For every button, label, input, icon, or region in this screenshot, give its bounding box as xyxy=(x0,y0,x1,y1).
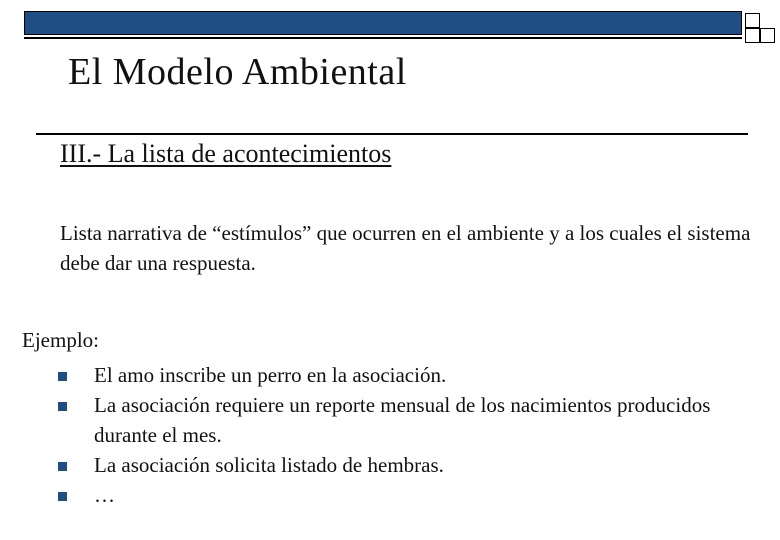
list-item xyxy=(58,390,758,450)
list-item xyxy=(58,480,758,510)
list-item-text: El amo inscribe un perro en la asociación. xyxy=(94,363,447,387)
square-bullet-icon xyxy=(58,402,67,411)
list-item-text: La asociación solicita listado de hembras. xyxy=(94,453,444,477)
square-bullet-icon xyxy=(58,492,67,501)
list-item-text: La asociación requiere un reporte mensual de los nacimientos producidos durante el mes. xyxy=(94,393,711,447)
decorative-square xyxy=(745,13,760,28)
square-bullet-icon xyxy=(58,462,67,471)
example-list xyxy=(58,360,758,510)
decorative-square xyxy=(760,28,775,43)
list-item-text: … xyxy=(94,483,115,507)
title-divider xyxy=(36,133,748,135)
slide-title: El Modelo Ambiental xyxy=(68,51,407,93)
intro-paragraph: Lista narrativa de “estímulos” que ocurren en el ambiente y a los cuales el sistema debe dar una respuesta. xyxy=(60,221,751,275)
slide-subtitle: III.- La lista de acontecimientos xyxy=(60,139,392,168)
decorative-square xyxy=(745,28,760,43)
square-bullet-icon xyxy=(58,372,67,381)
header-rule xyxy=(24,37,742,39)
example-label: Ejemplo: xyxy=(22,328,99,352)
header-bar xyxy=(24,11,742,35)
list-item xyxy=(58,360,758,390)
list-item xyxy=(58,450,758,480)
